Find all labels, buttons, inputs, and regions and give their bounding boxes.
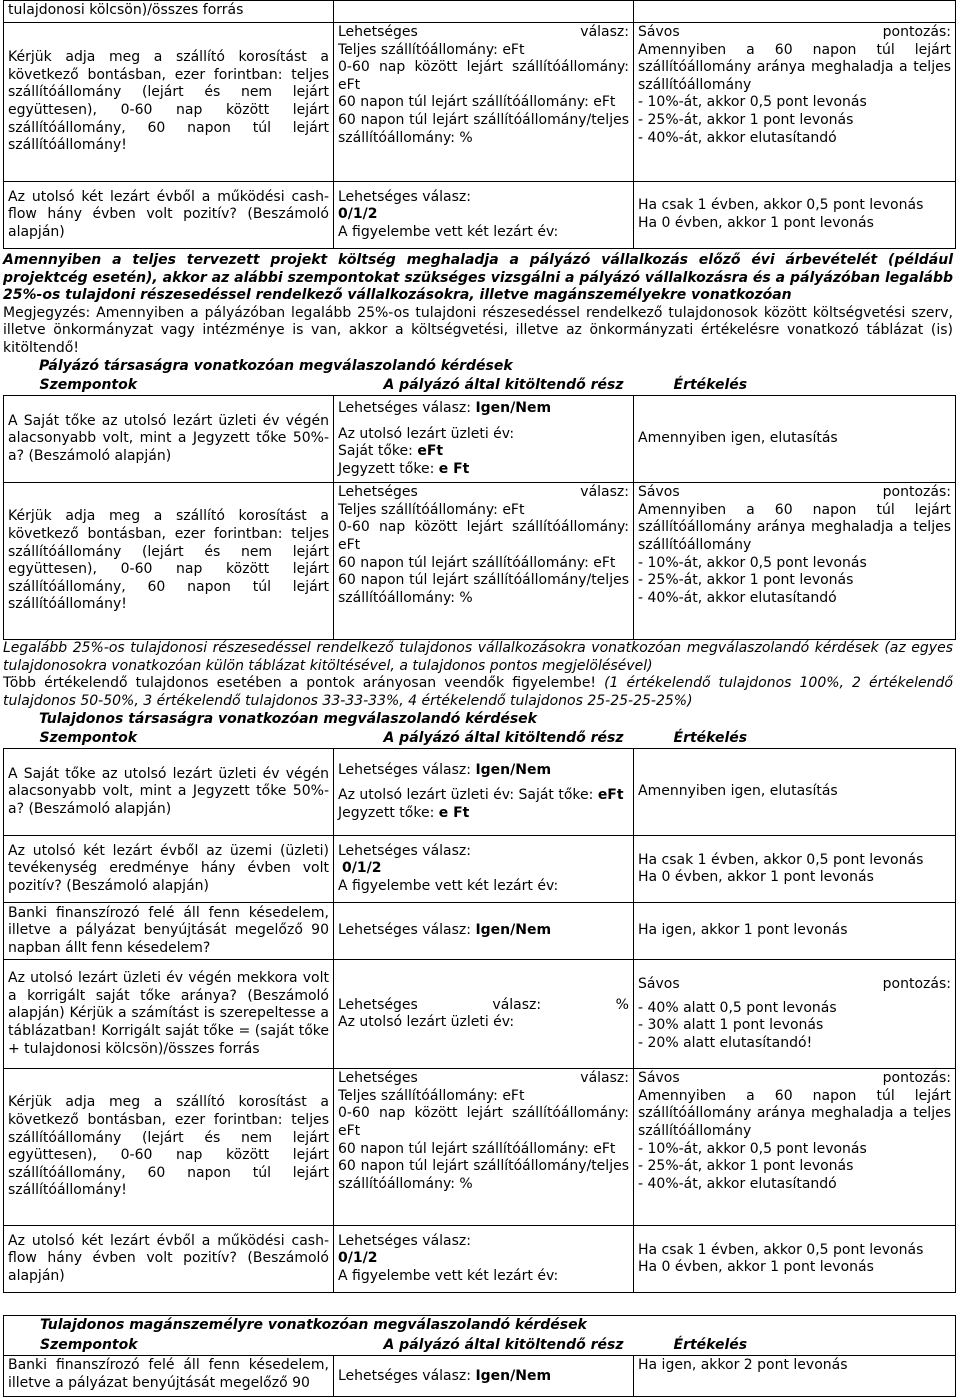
score-text: Ha igen, akkor 1 pont levonás: [638, 922, 848, 939]
section-title-row: [4, 1316, 956, 1336]
answer-options: 0/1/2: [338, 206, 378, 223]
column-header: Szempontok: [39, 376, 138, 393]
column-header: Értékelés: [634, 1336, 956, 1356]
score-text: Amennyiben igen, elutasítás: [638, 430, 838, 447]
section-title: Tulajdonos magánszemélyre vonatkozóan megválaszolandó kérdések: [4, 1316, 956, 1336]
table-row: [4, 182, 956, 249]
score-line: Amennyiben a 60 napon túl lejárt szállítóállomány aránya meghaladja a teljes szállítóállomány: [638, 41, 951, 93]
score-line: Ha csak 1 évben, akkor 0,5 pont levonás: [638, 197, 924, 214]
score-cell: Ha csak 1 évben, akkor 0,5 pont levonás Ha 0 évben, akkor 1 pont levonás: [634, 836, 956, 903]
answer-cell: Lehetséges válasz: Teljes szállítóállomány: eFt 0-60 nap között lejárt szállítóállomány: eFt 60 napon túl lejárt szállítóállomány: eFt 60 napon túl lejárt szállítóállomány/teljes szállítóállomány: %: [334, 1069, 634, 1226]
table-row: [4, 749, 956, 836]
score-cell: Sávos pontozás: - 40% alatt 0,5 pont levonás - 30% alatt 1 pont levonás - 20% alatt elutasítandó!: [634, 960, 956, 1069]
question-cell: [4, 1226, 334, 1293]
table-row: [4, 1226, 956, 1293]
answer-cell: [334, 1, 634, 23]
column-header: A pályázó által kitöltendő rész: [383, 376, 624, 393]
score-cell: Ha csak 1 évben, akkor 0,5 pont levonás Ha 0 évben, akkor 1 pont levonás: [634, 1226, 956, 1293]
table-header: [4, 376, 956, 396]
table-row: [4, 903, 956, 960]
question-cell: [4, 1, 334, 23]
score-line: Amennyiben a 60 napon túl lejárt szállítóállomány aránya meghaladja a teljes szállítóállomány: [638, 501, 951, 553]
table-row: [4, 960, 956, 1069]
answer-cell: Lehetséges válasz: 0/1/2 A figyelembe vett két lezárt év:: [334, 1226, 634, 1293]
answer-line: Teljes szállítóállomány: eFt: [338, 41, 525, 58]
owner-person-table: [3, 1315, 956, 1397]
question-cell: [4, 483, 334, 640]
answer-line: 0-60 nap között lejárt szállítóállomány: eFt: [338, 59, 629, 93]
question-text: Banki finanszírozó felé áll fenn késedelem, illetve a pályázat benyújtását megelőző 90 napban állt fenn késedelem?: [8, 904, 329, 956]
question-text: Az utolsó két lezárt évből az üzemi (üzleti) tevékenység eredménye hány évben volt pozitív? (Beszámoló alapján): [8, 842, 329, 894]
question-text: Az utolsó két lezárt évből a működési cash-flow hány évben volt pozitív? (Beszámoló alapján): [8, 188, 329, 240]
score-cell: [634, 749, 956, 836]
table-row: [4, 396, 956, 483]
question-cell: [4, 1356, 334, 1397]
table-row: [4, 836, 956, 903]
answer-cell: Lehetséges válasz: % Az utolsó lezárt üzleti év:: [334, 960, 634, 1069]
intro-paragraph: [3, 252, 953, 358]
answer-cell: Lehetséges válasz: Igen/Nem Az utolsó lezárt üzleti év: Saját tőke: eFt Jegyzett tőke: e Ft: [334, 749, 634, 836]
question-cell: [4, 749, 334, 836]
owners-paragraph: [3, 640, 953, 710]
answer-label: válasz:: [580, 24, 629, 40]
score-text: Amennyiben igen, elutasítás: [638, 783, 838, 800]
owners-ratio-text: (1 értékelendő tulajdonos 100%, 2 értékelendő tulajdonos 50-50%, 3 értékelendő tulajdonos 33-33-33%, 4 értékelendő tulajdonos 25-25-25-25%): [3, 675, 953, 709]
score-line: - 25%-át, akkor 1 pont levonás: [638, 572, 854, 589]
column-header: Szempontok: [39, 729, 138, 746]
table-row: [4, 483, 956, 640]
answer-cell: [334, 182, 634, 249]
answer-cell: Lehetséges válasz: Teljes szállítóállomány: eFt 0-60 nap között lejárt szállítóállomány: eFt 60 napon túl lejárt szállítóállomány: eFt 60 napon túl lejárt szállítóállomány/teljes szállítóállomány: %: [334, 483, 634, 640]
question-cell: [4, 396, 334, 483]
score-label: pontozás:: [882, 24, 951, 40]
intro-bold-text: Amennyiben a teljes tervezett projekt költség meghaladja a pályázó vállalkozás előző évi árbevételét (például projektcég esetén), akkor az alábbi szempontokat szükséges vizsgálni a pályázó vállalkozásra és a pályázóban legalább 25%-os tulajdoni részesedéssel rendelkező vállalkozásokra, illetve magánszemélyekre vonatkozóan: [3, 252, 953, 304]
section-title: Pályázó társaságra vonatkozóan megválaszolandó kérdések: [39, 357, 513, 374]
note-text: Megjegyzés: Amennyiben a pályázóban legalább 25%-os tulajdoni részesedéssel rendelkező tulajdonosok között költségvetési szerv, illetve önkormányzat vagy intézménye is van, akkor a költségvetési, illetve az önkormányzati értékelésre vonatkozó táblázat (is) kitöltendő!: [3, 304, 953, 356]
answer-line: 60 napon túl lejárt szállítóállomány/teljes szállítóállomány: %: [338, 111, 629, 146]
answer-cell: Lehetséges válasz: Igen/Nem Az utolsó lezárt üzleti év: Saját tőke: eFt Jegyzett tőke: e Ft: [334, 396, 634, 483]
score-cell: [634, 903, 956, 960]
question-cell: [4, 836, 334, 903]
section-title: Tulajdonos társaságra vonatkozóan megválaszolandó kérdések: [39, 710, 537, 727]
top-table: [3, 0, 956, 249]
table-row: [4, 1356, 956, 1397]
score-cell: [634, 23, 956, 182]
question-text: A Saját tőke az utolsó lezárt üzleti év végén alacsonyabb volt, mint a Jegyzett tőke 50%-a? (Beszámoló alapján): [8, 412, 329, 464]
score-line: - 40%-át, akkor elutasítandó: [638, 129, 837, 146]
answer-line: 0-60 nap között lejárt szállítóállomány: eFt: [338, 519, 629, 553]
question-cell: [4, 23, 334, 182]
column-header: Értékelés: [673, 376, 748, 393]
score-line: - 10%-át, akkor 0,5 pont levonás: [638, 554, 867, 571]
answer-cell: Lehetséges válasz: Igen/Nem: [334, 1356, 634, 1397]
answer-line: Teljes szállítóállomány: eFt: [338, 501, 525, 518]
column-header: Szempontok: [4, 1336, 334, 1356]
applicant-table: [3, 376, 956, 641]
question-cell: [4, 1069, 334, 1226]
table-row: [4, 1069, 956, 1226]
column-header: Értékelés: [673, 729, 748, 746]
answer-line: 60 napon túl lejárt szállítóállomány: eFt: [338, 94, 616, 111]
table-row: [4, 23, 956, 182]
answer-line: Az utolsó lezárt üzleti év:: [338, 425, 515, 442]
question-text: Kérjük adja meg a szállító korosítást a következő bontásban, ezer forintban: teljes szállítóállomány (lejárt és nem lejárt együttesen), 0-60 nap között lejárt szállítóállomány, 60 napon túl lejárt szállítóállomány!: [8, 49, 329, 154]
owners-note-text: Több értékelendő tulajdonos esetében a pontok arányosan veendők figyelembe!: [3, 675, 605, 692]
question-cell: [4, 903, 334, 960]
question-text: A Saját tőke az utolsó lezárt üzleti év végén alacsonyabb volt, mint a Jegyzett tőke 50%-a? (Beszámoló alapján): [8, 765, 329, 817]
owner-company-table: [3, 729, 956, 1294]
question-text: Az utolsó két lezárt évből a működési cash-flow hány évben volt pozitív? (Beszámoló alapján): [8, 1232, 329, 1284]
score-cell: Sávos pontozás: Amennyiben a 60 napon túl lejárt szállítóállomány aránya meghaladja a teljes szállítóállomány - 10%-át, akkor 0,5 pont levonás - 25%-át, akkor 1 pont levonás - 40%-át, akkor elutasítandó: [634, 1069, 956, 1226]
answer-label: Lehetséges: [338, 24, 418, 40]
score-line: - 10%-át, akkor 0,5 pont levonás: [638, 94, 867, 111]
column-header: A pályázó által kitöltendő rész: [383, 1336, 624, 1353]
question-text: Kérjük adja meg a szállító korosítást a következő bontásban, ezer forintban: teljes szállítóállomány (lejárt és nem lejárt együttesen), 0-60 nap között lejárt szállítóállomány, 60 napon túl lejárt szállítóállomány!: [8, 508, 329, 613]
question-text: Kérjük adja meg a szállító korosítást a következő bontásban, ezer forintban: teljes szállítóállomány (lejárt és nem lejárt együttesen), 0-60 nap között lejárt szállítóállomány, 60 napon túl lejárt szállítóállomány!: [8, 1094, 329, 1199]
table-header: [4, 1336, 956, 1356]
answer-line: 60 napon túl lejárt szállítóállomány/teljes szállítóállomány: %: [338, 572, 629, 606]
question-text: Az utolsó lezárt üzleti év végén mekkora volt a korrigált saját tőke aránya? (Beszámoló alapján) Kérjük a számítást is szerepeltesse a táblázatban! Korrigált saját tőke = (saját tőke + tulajdonosi kölcsön)/összes forrás: [8, 970, 329, 1057]
score-line: Ha 0 évben, akkor 1 pont levonás: [638, 215, 874, 231]
answer-line: A figyelembe vett két lezárt év:: [338, 223, 559, 240]
owners-italic-text: Legalább 25%-os tulajdonosi részesedéssel rendelkező tulajdonos vállalkozásokra vonatkozóan megválaszolandó kérdések (az egyes tulajdonosokra vonatkozóan külön táblázat kitöltésével, a tulajdonos pontos megjelölésével): [3, 640, 953, 674]
question-cell: [4, 960, 334, 1069]
column-header: A pályázó által kitöltendő rész: [383, 729, 624, 746]
question-text: Banki finanszírozó felé áll fenn késedelem, illetve a pályázat benyújtását megelőző 90: [8, 1357, 329, 1391]
table-header: [4, 729, 956, 749]
table-row: [4, 1, 956, 23]
score-line: - 40%-át, akkor elutasítandó: [638, 589, 837, 606]
score-cell: Sávos pontozás: Amennyiben a 60 napon túl lejárt szállítóállomány aránya meghaladja a teljes szállítóállomány - 10%-át, akkor 0,5 pont levonás - 25%-át, akkor 1 pont levonás - 40%-át, akkor elutasítandó: [634, 483, 956, 640]
score-cell: [634, 182, 956, 249]
score-cell: [634, 1356, 956, 1397]
score-line: - 25%-át, akkor 1 pont levonás: [638, 111, 854, 128]
score-label: Sávos: [638, 24, 680, 40]
answer-line: 60 napon túl lejárt szállítóállomány: eFt: [338, 554, 616, 571]
answer-cell: Lehetséges válasz: Igen/Nem: [334, 903, 634, 960]
document-page: [3, 0, 957, 1397]
question-cell: [4, 182, 334, 249]
answer-line: Lehetséges válasz:: [338, 188, 471, 205]
score-cell: [634, 396, 956, 483]
question-text: tulajdonosi kölcsön)/összes forrás: [8, 2, 244, 18]
score-cell: [634, 1, 956, 23]
score-text: Ha igen, akkor 2 pont levonás: [638, 1357, 848, 1374]
answer-options: 0/1/2: [342, 860, 382, 877]
answer-cell: Lehetséges válasz: 0/1/2 A figyelembe vett két lezárt év:: [334, 836, 634, 903]
answer-cell: [334, 23, 634, 182]
